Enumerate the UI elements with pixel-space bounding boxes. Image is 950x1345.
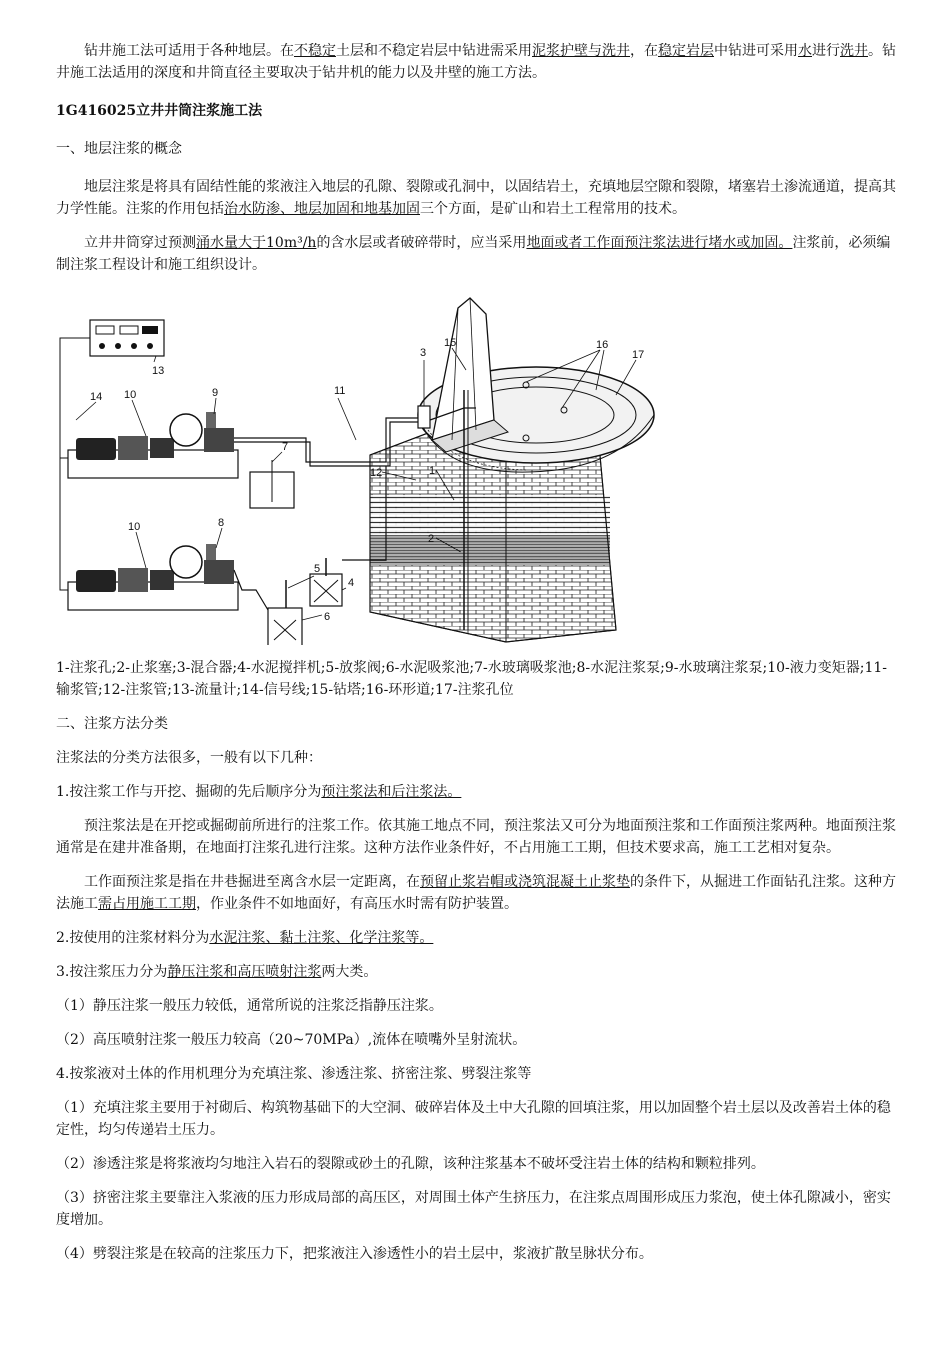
label-converter-lower: 10 [128,521,141,533]
label-converter-upper: 10 [124,389,137,401]
grouting-system-diagram [56,290,896,645]
mixer [418,406,430,428]
label-drill-tower: 15 [444,337,457,349]
section-title: 1G416025立井井筒注浆施工法 [56,103,263,119]
label-flow-meter: 13 [152,365,165,377]
cement-tanks [268,558,342,645]
label-release-valve: 5 [314,563,321,575]
figure-caption: 1-注浆孔;2-止浆塞;3-混合器;4-水泥搅拌机;5-放浆阀;6-水泥吸浆池;7-水玻璃吸浆池;8-水泥注浆泵;9-水玻璃注浆泵;10-液力变矩器;11-输浆管;12-注浆管;13-流量计;14-信号线;15-钻塔;16-环形道;17-注浆孔位 [56,660,887,698]
item-3: 3.按注浆压力分为静压注浆和高压喷射注浆两大类。 [56,964,378,980]
item-4-4: （4）劈裂注浆是在较高的注浆压力下，把浆液注入渗透性小的岩土层中，浆液扩散呈脉状分布。 [56,1246,653,1262]
label-water-glass-tank: 7 [282,441,289,453]
item-4-1: （1）充填注浆主要用于衬砌后、构筑物基础下的大空洞、破碎岩体及土中大孔隙的回填注浆，用以加固整个岩土层以及改善岩土体的稳定性，均匀传递岩土压力。 [56,1100,891,1138]
heading-method-classification: 二、注浆方法分类 [56,716,168,732]
item-4-3: （3）挤密注浆主要靠注入浆液的压力形成局部的高压区，对周围土体产生挤压力，在注浆点周围形成压力浆泡，使土体孔隙减小，密实度增加。 [56,1190,891,1228]
flow-meter [90,320,164,356]
label-slurry-pipe: 11 [334,385,346,397]
label-signal-line: 14 [90,391,103,403]
item-3-2: （2）高压喷射注浆一般压力较高（20~70MPa）,流体在喷嘴外呈射流状。 [56,1032,527,1048]
paragraph-face-pre-grouting: 工作面预注浆是指在井巷掘进至离含水层一定距离，在预留止浆岩帽或浇筑混凝土止浆垫的条件下，从掘进工作面钻孔注浆。这种方法施工需占用施工工期，作业条件不如地面好，有高压水时需有防护装置。 [56,874,896,912]
label-mixer: 3 [420,347,427,359]
document-page [56,40,896,1265]
label-ring-track: 16 [596,339,609,351]
heading-grouting-concept: 一、地层注浆的概念 [56,141,182,157]
upper-pump-unit [68,412,238,478]
lower-pump-unit [68,544,238,610]
item-4: 4.按浆液对土体的作用机理分为充填注浆、渗透注浆、挤密注浆、劈裂注浆等 [56,1066,532,1082]
item-4-2: （2）渗透注浆是将浆液均匀地注入岩石的裂隙或砂土的孔隙，该种注浆基本不破坏受注岩土体的结构和颗粒排列。 [56,1156,765,1172]
label-hole: 1 [429,465,436,477]
label-water-glass-pump: 9 [212,387,219,399]
label-cement-tank: 6 [324,611,331,623]
diagram-svg [56,290,896,645]
item-3-1: （1）静压注浆一般压力较低，通常所说的注浆泛指静压注浆。 [56,998,443,1014]
paragraph-grouting-concept: 地层注浆是将具有固结性能的浆液注入地层的孔隙、裂隙或孔洞中，以固结岩土，充填地层空隙和裂隙，堵塞岩土渗流通道，提高其力学性能。注浆的作用包括治水防渗、地层加固和地基加固三个方面，是矿山和岩土工程常用的技术。 [56,179,896,217]
water-glass-tank [250,460,294,508]
label-cement-mixer: 4 [348,577,355,589]
label-cement-pump: 8 [218,517,225,529]
paragraph-intro: 注浆法的分类方法很多，一般有以下几种： [56,750,322,766]
paragraph-shaft-grouting: 立井井筒穿过预测涌水量大于10m³/h的含水层或者破碎带时，应当采用地面或者工作面预注浆法进行堵水或加固。注浆前，必须编制注浆工程设计和施工组织设计。 [56,235,891,273]
paragraph-pre-grouting: 预注浆法是在开挖或掘砌前所进行的注浆工作。依其施工地点不同，预注浆法又可分为地面预注浆和工作面预注浆两种。地面预注浆通常是在建井准备期，在地面打注浆孔进行注浆。这种方法作业条件好，不占用施工工期，但技术要求高，施工工艺相对复杂。 [56,818,896,856]
item-1: 1.按注浆工作与开挖、掘砌的先后顺序分为预注浆法和后注浆法。 [56,784,462,800]
paragraph-drilling-method: 钻井施工法可适用于各种地层。在不稳定土层和不稳定岩层中钻进需采用泥浆护壁与洗井，在稳定岩层中钻进可采用水进行洗井。钻井施工法适用的深度和井筒直径主要取决于钻井机的能力以及井壁的施工方法。 [56,43,896,81]
item-2: 2.按使用的注浆材料分为水泥注浆、黏土注浆、化学注浆等。 [56,930,434,946]
label-hole-position: 17 [632,349,645,361]
label-grout-pipe: 12 [370,467,383,479]
label-packer: 2 [428,533,435,545]
